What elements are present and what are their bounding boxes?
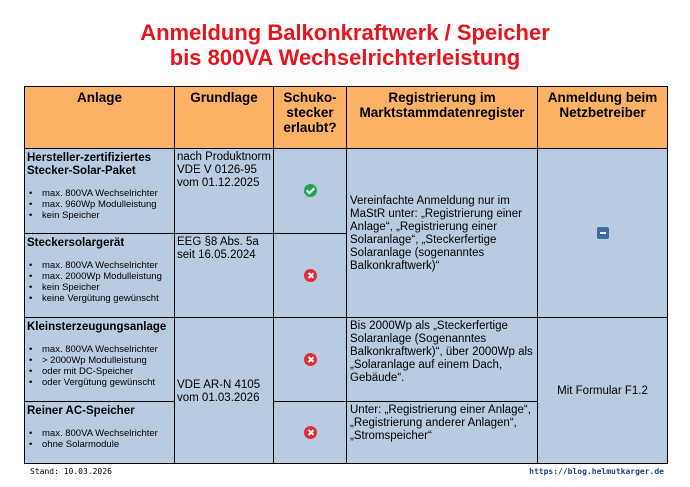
- footer-stand: Stand: 10.03.2026: [30, 467, 112, 476]
- grundlage-cell: [175, 149, 274, 234]
- list-item: • > 2000Wp Modulleistung: [28, 355, 174, 366]
- grundlage-text: VDE AR-N 4105 vom 01.03.2026: [177, 378, 261, 404]
- footer-url[interactable]: https://blog.helmutkarger.de: [529, 467, 664, 476]
- anlage-cell: [25, 402, 175, 464]
- anlage-name: Kleinsterzeugungsanlage: [27, 321, 167, 333]
- feature-list: [25, 428, 174, 450]
- registrierung-cell: [347, 149, 538, 318]
- list-item: • max. 960Wp Modulleistung: [28, 199, 174, 210]
- anlage-cell: [25, 318, 175, 402]
- grundlage-cell: [175, 234, 274, 318]
- list-item: • oder mit DC-Speicher: [28, 366, 174, 377]
- registrierung-text: Unter: „Registrierung einer Anlage“, „Registrierung anderer Anlagen“, „Stromspeicher“: [350, 404, 531, 442]
- check-circle-icon: [304, 184, 317, 197]
- anlage-cell: [25, 234, 175, 318]
- list-item: • max. 800VA Wechselrichter: [28, 428, 174, 439]
- grundlage-text: EEG §8 Abs. 5a seit 16.05.2024: [177, 236, 259, 261]
- title-line-1: Anmeldung Balkonkraftwerk / Speicher: [140, 20, 550, 45]
- registrierung-text: Bis 2000Wp als „Steckerfertige Solaranlage (Sogenanntes Balkonkraftwerk)“, über 2000Wp als „Solaranlage auf einem Dach, Gebäude“.: [350, 320, 533, 384]
- registrierung-cell: [347, 318, 538, 402]
- schuko-cell: [274, 318, 347, 402]
- list-item: • max. 800VA Wechselrichter: [28, 344, 174, 355]
- list-item: • keine Vergütung gewünscht: [28, 293, 174, 304]
- anlage-name: Hersteller-zertifiziertes Stecker-Solar-Paket: [27, 152, 151, 177]
- list-item: • kein Speicher: [28, 282, 174, 293]
- schuko-cell: [274, 149, 347, 234]
- list-item: • kein Speicher: [28, 210, 174, 221]
- anlage-cell: [25, 149, 175, 234]
- schuko-cell: [274, 234, 347, 318]
- anlage-name: Reiner AC-Speicher: [27, 405, 135, 417]
- table-row: [25, 149, 668, 234]
- registrierung-text: Vereinfachte Anmeldung nur im MaStR unter: „Registrierung einer Anlage“, „Registrierung einer Solaranlage“, „Steckerfertige Solaranlage (sogenanntes Balkonkraftwerk)“: [350, 195, 522, 272]
- netzbetreiber-cell: [538, 318, 668, 464]
- cross-circle-icon: [304, 269, 317, 282]
- header-schuko: Schuko-stecker erlaubt?: [274, 87, 347, 149]
- feature-list: [25, 188, 174, 221]
- header-grundlage: Grundlage: [175, 87, 274, 149]
- page-title: [0, 20, 690, 70]
- feature-list: [25, 260, 174, 304]
- header-anlage: Anlage: [25, 87, 175, 149]
- feature-list: [25, 344, 174, 388]
- cross-circle-icon: [304, 353, 317, 366]
- list-item: • oder Vergütung gewünscht: [28, 377, 174, 388]
- minus-box-icon: [597, 227, 609, 239]
- header-anmeldung: Anmeldung beim Netzbetreiber: [538, 87, 668, 149]
- netzbetreiber-text: Mit Formular F1.2: [557, 384, 648, 397]
- table-row: [25, 318, 668, 402]
- list-item: • max. 800VA Wechselrichter: [28, 188, 174, 199]
- anlage-name: Steckersolargerät: [27, 237, 125, 249]
- title-line-2: bis 800VA Wechselrichterleistung: [169, 45, 521, 70]
- cross-circle-icon: [304, 426, 317, 439]
- list-item: • max. 800VA Wechselrichter: [28, 260, 174, 271]
- grundlage-text: nach Produktnorm VDE V 0126-95 vom 01.12.2025: [177, 151, 271, 189]
- registration-table: [24, 86, 668, 464]
- schuko-cell: [274, 402, 347, 464]
- list-item: • max. 2000Wp Modulleistung: [28, 271, 174, 282]
- header-registrierung: Registrierung im Marktstammdatenregister: [347, 87, 538, 149]
- registrierung-cell: [347, 402, 538, 464]
- grundlage-cell: [175, 318, 274, 464]
- netzbetreiber-cell: [538, 149, 668, 318]
- list-item: • ohne Solarmodule: [28, 439, 174, 450]
- table-header-row: [25, 87, 668, 149]
